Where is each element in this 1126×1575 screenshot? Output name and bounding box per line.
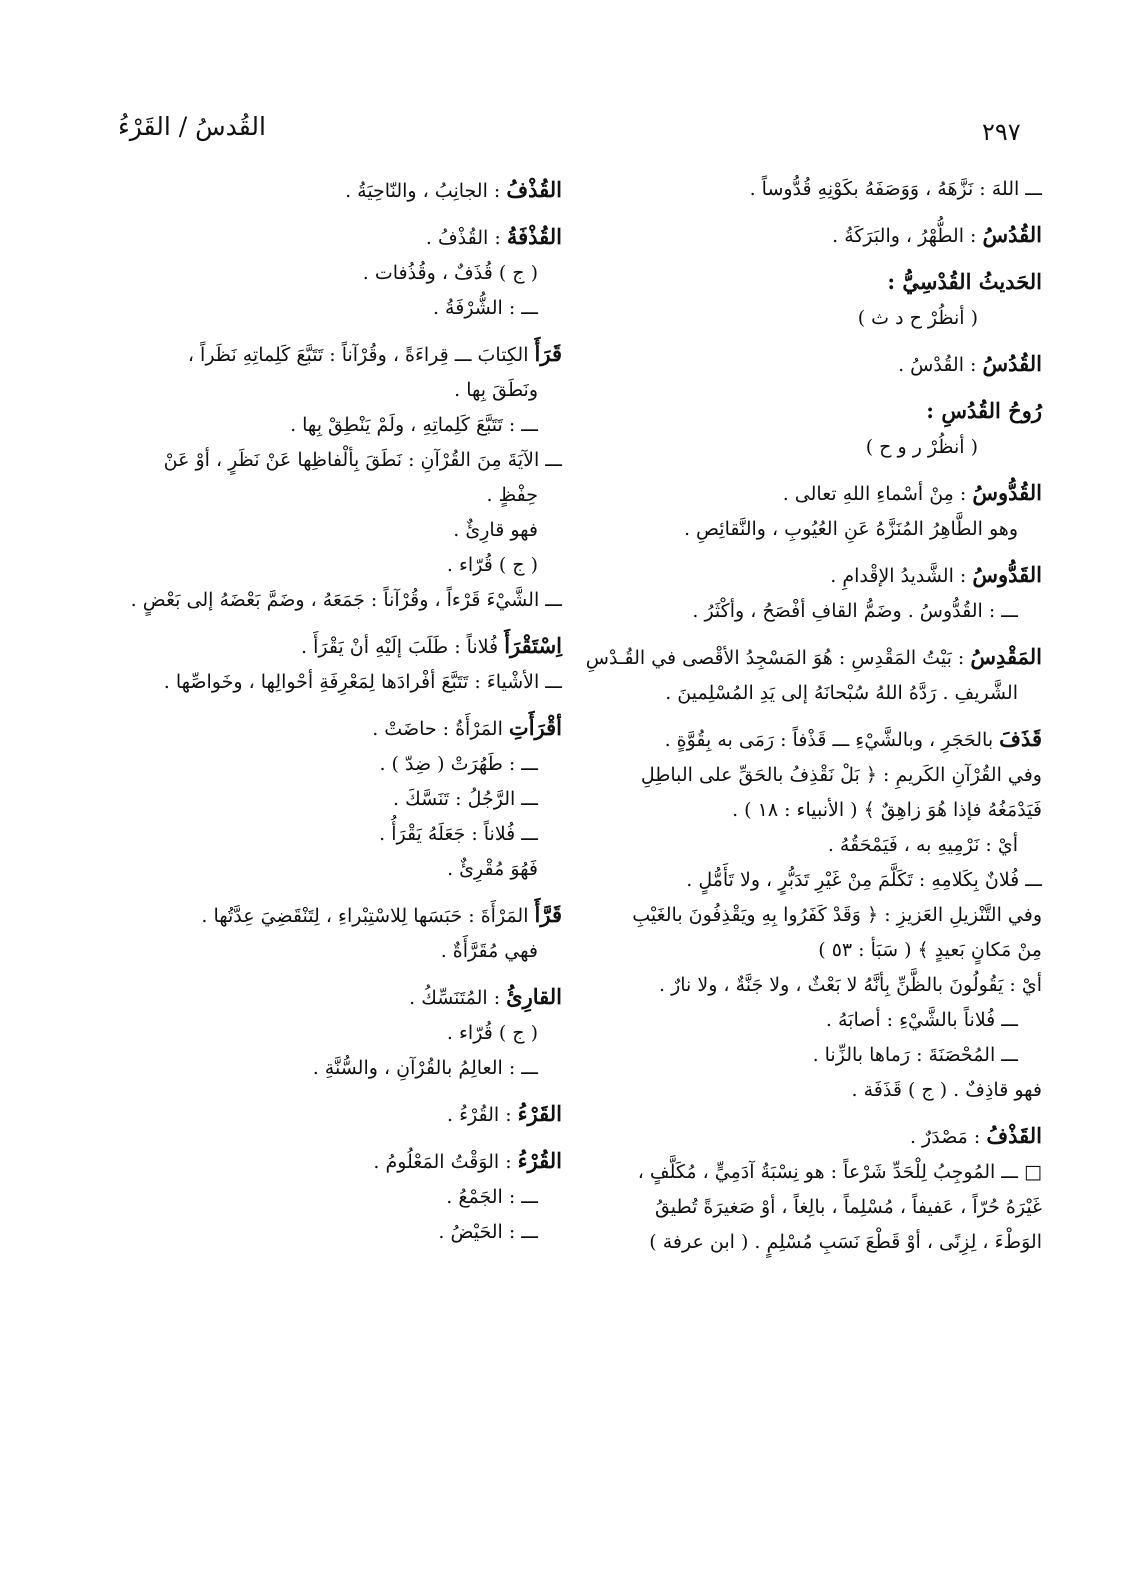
definition-text: حِفْظٍ . bbox=[486, 484, 538, 506]
dictionary-entry bbox=[585, 639, 1042, 711]
entry-line bbox=[110, 747, 562, 782]
definition-text: الكِتابَ ـــ قِراءَةً ، وقُرْآناً : تَتَبَّعَ كَلِماتِهِ نَظَراً ، bbox=[187, 344, 535, 366]
dictionary-entry bbox=[110, 710, 562, 887]
dictionary-entry bbox=[110, 897, 562, 969]
definition-text: الوَطْءَ ، لِزِنًى ، أوْ قَطْعَ نَسَبِ مُسْلِمٍ . ( ابن عرفة ) bbox=[649, 1231, 1042, 1253]
headword: القُدُّوسُ bbox=[972, 480, 1042, 505]
entry-line bbox=[610, 758, 1042, 793]
headword: القُدُسُ bbox=[982, 222, 1042, 247]
definition-text: ـــ اللهَ : نَزَّهَهُ ، وَوَصَفَهُ بكَوْنِهِ قُدُّوساً . bbox=[749, 178, 1042, 200]
definition-text: : الجانِبُ ، والنّاحِيَةُ . bbox=[345, 180, 507, 202]
entry-line bbox=[610, 172, 1042, 207]
entry-line bbox=[610, 1038, 1042, 1073]
definition-text: بالحَجَرِ ، وبالشَّيْءِ ـــ قَذْفاً : رَمَى به بِقُوَّةٍ . bbox=[664, 729, 1000, 751]
entry-line bbox=[610, 346, 1042, 383]
page-number: ٢٩٧ bbox=[982, 118, 1021, 146]
dictionary-entry bbox=[610, 217, 1042, 254]
entry-line bbox=[610, 1155, 1042, 1190]
headword: أقْرَأَتِ bbox=[508, 715, 562, 740]
definition-text: ـــ : الحَيْضُ . bbox=[438, 1221, 538, 1243]
definition-text: ـــ فُلاناً : جَعَلَهُ يَقْرَأُ . bbox=[379, 823, 538, 845]
definition-text: ـــ الآيَةَ مِنَ القُرْآنِ : نَطَقَ بِألْفاظِها عَنْ نَظَرٍ ، أوْ عَنْ bbox=[163, 449, 562, 471]
entry-line bbox=[110, 291, 562, 326]
definition-text: فهو قارِئٌ . bbox=[453, 519, 538, 541]
dictionary-entry bbox=[110, 628, 562, 700]
entry-line bbox=[110, 219, 562, 256]
definition-text: ( ج ) قُرّاء . bbox=[446, 1022, 538, 1044]
entry-line bbox=[610, 1003, 1042, 1038]
dictionary-entry bbox=[110, 219, 562, 326]
entry-line bbox=[610, 898, 1042, 933]
entry-line bbox=[610, 1073, 1042, 1108]
definition-text: ـــ : العالِمُ بالقُرْآنِ ، والسُّنَّةِ . bbox=[312, 1057, 538, 1079]
definition-text: فهي مُقَرَّأَةٌ . bbox=[440, 940, 538, 962]
headword: الحَديثُ القُدْسِيُّ : bbox=[887, 269, 1042, 294]
dictionary-entry bbox=[110, 1143, 562, 1250]
definition-text: ـــ : الشُّرْفَةُ . bbox=[432, 297, 538, 319]
headword: القَرْءُ bbox=[517, 1101, 562, 1126]
dictionary-entry bbox=[610, 393, 1042, 465]
headword: القُذْفُ bbox=[506, 177, 562, 202]
entry-line bbox=[610, 557, 1042, 594]
entry-line bbox=[110, 1016, 562, 1051]
entry-line bbox=[110, 665, 562, 700]
definition-text: ـــ الأشْياءَ : تَتَبَّعَ أفْرادَها لِمَعْرِفَةِ أحْوالِها ، وخَواصِّها . bbox=[163, 671, 562, 693]
entry-line bbox=[110, 782, 562, 817]
definition-text: المَرْأَةَ : حَبَسَها لِلاسْتِبْراءِ ، لِتَنْقَضِيَ عِدَّتُها . bbox=[201, 905, 535, 927]
entry-line bbox=[610, 676, 1042, 711]
entry-line bbox=[110, 373, 562, 408]
definition-text: ـــ الشَّيْءَ قَرْءاً ، وقُرْآناً : جَمَعَهُ ، وضَمَّ بَعْضَهُ إلى بَعْضٍ . bbox=[130, 589, 562, 611]
definition-text: □ ـــ المُوجِبُ لِلْحَدِّ شَرْعاً : هو نِسْبَةُ آدَمِيٍّ ، مُكَلَّفٍ ، bbox=[637, 1161, 1042, 1183]
definition-text: ـــ : القُدُّوسُ . وضَمُّ القافِ أفْصَحُ ، وأكْثَرُ . bbox=[692, 600, 1018, 622]
entry-line bbox=[110, 1096, 562, 1133]
entry-line bbox=[110, 817, 562, 852]
entry-line bbox=[610, 512, 1042, 547]
dictionary-entry bbox=[610, 721, 1042, 1108]
entry-line bbox=[110, 1180, 562, 1215]
headword: رُوحُ القُدُسِ : bbox=[926, 398, 1042, 423]
definition-text: : القُدْسُ . bbox=[898, 354, 983, 376]
definition-text: : بَيْتُ المَقْدِسِ : هُوَ المَسْجِدُ الأقْصى في القُـدْسِ bbox=[585, 647, 971, 669]
dictionary-entry bbox=[110, 172, 562, 209]
definition-text: ـــ : تَتَبَّعَ كَلِماتِهِ ، ولَمْ يَنْطِقْ بِها . bbox=[290, 414, 538, 436]
dictionary-entry bbox=[110, 979, 562, 1086]
definition-text: وهو الطَّاهِرُ المُنَزَّهُ عَنِ العُيُوبِ ، والنَّقائِصِ . bbox=[683, 518, 1018, 540]
dictionary-entry bbox=[610, 1118, 1042, 1260]
entry-line bbox=[110, 172, 562, 209]
headword: القُرْءُ bbox=[517, 1148, 562, 1173]
entry-line bbox=[110, 478, 562, 513]
definition-text: : الطُّهْرُ ، والبَرَكَةُ . bbox=[832, 225, 983, 247]
definition-text: ـــ : طَهُرَتْ ( ضِدّ ) . bbox=[379, 753, 538, 775]
entry-line bbox=[610, 393, 1042, 430]
definition-text: فهو قاذِفٌ . ( ج ) قَذَفَة . bbox=[851, 1079, 1042, 1101]
definition-text: فَهُوَ مُقْرِئٌ . bbox=[447, 858, 538, 880]
entry-line bbox=[110, 979, 562, 1016]
dictionary-entry bbox=[610, 346, 1042, 383]
definition-text: فُلاناً : طَلَبَ إلَيْهِ أنْ يَقْرَأَ . bbox=[301, 636, 505, 658]
entry-line bbox=[110, 897, 562, 934]
entry-line bbox=[610, 430, 1042, 465]
definition-text: وفي التَّنْزيلِ العَزيزِ : ﴿ وَقَدْ كَفَرُوا بِهِ ويَقْذِفُونَ بالغَيْبِ bbox=[632, 904, 1042, 926]
entry-line bbox=[110, 548, 562, 583]
definition-text: ( أنظُرْ ر و ح ) bbox=[865, 436, 978, 458]
definition-text: ( ج ) قُذَفٌ ، وقُذُفات . bbox=[362, 262, 538, 284]
entry-line bbox=[610, 793, 1042, 828]
dictionary-entry bbox=[110, 1096, 562, 1133]
entry-line bbox=[110, 1051, 562, 1086]
headword: القُدُسُ bbox=[982, 351, 1042, 376]
definition-text: ( أنظُرْ ح د ث ) bbox=[857, 307, 978, 329]
definition-text: : الشَّديدُ الإقْدامِ . bbox=[830, 565, 973, 587]
entry-line bbox=[610, 217, 1042, 254]
headword: القَدُّوسُ bbox=[972, 562, 1042, 587]
definition-text: الشَّريفِ . رَدَّهُ اللهُ سُبْحانَهُ إلى يَدِ المُسْلِمينَ . bbox=[665, 682, 1018, 704]
entry-line bbox=[110, 513, 562, 548]
definition-text: ـــ المُحْصَنَةَ : رَماها بالزِّنا . bbox=[812, 1044, 1018, 1066]
headword: قَرَأَ bbox=[534, 341, 562, 366]
entry-line bbox=[610, 301, 1042, 336]
entry-line bbox=[110, 1143, 562, 1180]
entry-line bbox=[610, 475, 1042, 512]
entry-line bbox=[585, 639, 1042, 676]
headword: القُذْفَةُ bbox=[506, 224, 562, 249]
entry-line bbox=[610, 968, 1042, 1003]
definition-text: : مَصْدَرٌ . bbox=[909, 1126, 987, 1148]
entry-line bbox=[110, 1215, 562, 1250]
definition-text: ـــ : الجَمْعُ . bbox=[446, 1186, 538, 1208]
definition-text: أيْ : يَقُولُونَ بالظَّنِّ بِأنَّهُ لا بَعْثٌ ، ولا جَنَّةٌ ، ولا نارٌ . bbox=[659, 974, 1042, 996]
entry-line bbox=[110, 336, 562, 373]
entry-line bbox=[610, 594, 1042, 629]
definition-text: : المُتَنَسِّكُ . bbox=[409, 987, 507, 1009]
entry-line bbox=[610, 863, 1042, 898]
headword: القارِئُ bbox=[506, 984, 562, 1009]
entry-line bbox=[610, 264, 1042, 301]
definition-text: ـــ فُلاناً بالشَّيْءِ : أصابَهُ . bbox=[825, 1009, 1018, 1031]
entry-line bbox=[110, 583, 562, 618]
headword: اِسْتَقْرَأَ bbox=[504, 633, 562, 658]
definition-text: مِنْ مَكانٍ بَعيدٍ ﴾ ( سَبَأ : ٥٣ ) bbox=[818, 939, 1042, 961]
dictionary-entry bbox=[610, 475, 1042, 547]
definition-text: ونَطَقَ بِها . bbox=[454, 379, 538, 401]
entry-line bbox=[610, 828, 1042, 863]
definition-text: ـــ الرَّجُلُ : تَنَسَّكَ . bbox=[393, 788, 538, 810]
definition-text: المَرْأَةُ : حاضَتْ . bbox=[372, 718, 509, 740]
entry-line bbox=[110, 628, 562, 665]
dictionary-entry bbox=[610, 557, 1042, 629]
entry-line bbox=[110, 934, 562, 969]
entry-line bbox=[110, 852, 562, 887]
entry-line bbox=[610, 1190, 1042, 1225]
entry-line bbox=[610, 721, 1042, 758]
definition-text: : القُذْفُ . bbox=[425, 227, 507, 249]
entry-line bbox=[610, 1118, 1042, 1155]
definition-text: : الوَقْتُ المَعْلُومُ . bbox=[373, 1151, 518, 1173]
definition-text: ( ج ) قُرّاء . bbox=[446, 554, 538, 576]
entry-line bbox=[610, 1225, 1042, 1260]
definition-text: أيْ : نَرْمِيهِ به ، فَيَمْحَقُهُ . bbox=[827, 834, 1018, 856]
definition-text: : القُرْءُ . bbox=[447, 1104, 518, 1126]
running-header: القُدسُ / القَرْءُ bbox=[118, 112, 266, 141]
left-column bbox=[110, 172, 562, 1256]
definition-text: ـــ فُلانٌ بِكَلامِهِ : تَكَلَّمَ مِنْ غَيْرِ تَدَبُّرٍ ، ولا تَأَمُّلٍ . bbox=[686, 869, 1042, 891]
headword: المَقْدِسُ bbox=[970, 644, 1042, 669]
dictionary-entry bbox=[610, 264, 1042, 336]
entry-line bbox=[110, 256, 562, 291]
entry-line bbox=[610, 933, 1042, 968]
entry-line bbox=[110, 710, 562, 747]
dictionary-entry bbox=[610, 172, 1042, 207]
headword: قَذَفَ bbox=[999, 726, 1042, 751]
headword: قَرَّأَ bbox=[534, 902, 562, 927]
entry-line bbox=[110, 443, 562, 478]
dictionary-entry bbox=[110, 336, 562, 618]
right-column bbox=[585, 172, 1042, 1266]
definition-text: غَيْرَهُ حُرّاً ، عَفيفاً ، مُسْلِماً ، بالِغاً ، أوْ صَغيرَةً تُطيقُ bbox=[654, 1196, 1042, 1218]
definition-text: وفي القُرْآنِ الكَريمِ : ﴿ بَلْ نَقْذِفُ بالحَقِّ على الباطِلِ bbox=[640, 764, 1042, 786]
definition-text: : مِنْ أسْماءِ اللهِ تعالى . bbox=[782, 483, 973, 505]
entry-line bbox=[110, 408, 562, 443]
headword: القَذْفُ bbox=[986, 1123, 1042, 1148]
definition-text: فَيَدْمَغُهُ فإذا هُوَ زاهِقٌ ﴾ ( الأنبياء : ١٨ ) . bbox=[732, 799, 1042, 821]
